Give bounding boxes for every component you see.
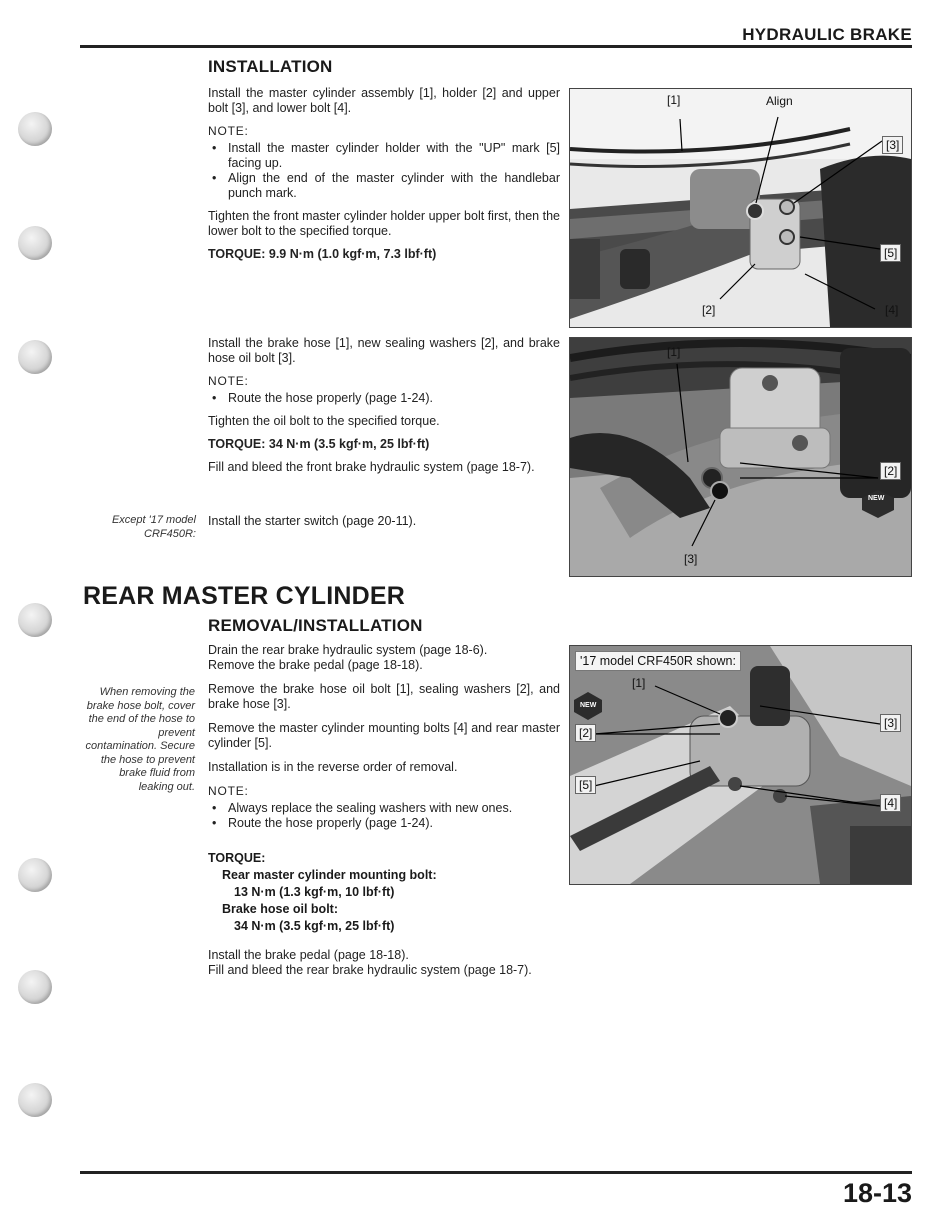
installation-intro: Install the master cylinder assembly [1], holder [2] and upper bolt [3], and lower bolt [4]. (208, 86, 560, 115)
callout-1: [1] (667, 93, 681, 107)
callout-1: [1] (632, 676, 646, 690)
note-item: • Route the hose properly (page 1-24). (208, 391, 560, 406)
callout-2: [2] (702, 303, 716, 317)
tighten-instruction: Tighten the front master cylinder holder upper bolt first, then the lower bolt to the specified torque. (208, 209, 560, 238)
remove-cylinder-instruction: Remove the master cylinder mounting bolts [4] and rear master cylinder [5]. (208, 721, 560, 750)
callout-4: [4] (885, 303, 899, 317)
master-cylinder-photo (569, 88, 912, 328)
installation-heading: INSTALLATION (208, 57, 333, 76)
reverse-order-note: Installation is in the reverse order of removal. (208, 760, 458, 774)
note-list (208, 391, 560, 406)
note-label: NOTE: (208, 124, 249, 138)
torque-spec: TORQUE: 9.9 N·m (1.0 kgf·m, 7.3 lbf·ft) (208, 247, 437, 261)
figure-caption: '17 model CRF450R shown: (575, 651, 741, 671)
note-label: NOTE: (208, 784, 249, 798)
callout-1: [1] (667, 345, 681, 359)
callout-align: Align (766, 94, 793, 108)
fill-bleed-rear-instruction: Fill and bleed the rear brake hydraulic system (page 18-7). (208, 963, 532, 977)
new-washer-badge: NEW (580, 702, 597, 709)
torque-spec: TORQUE: 34 N·m (3.5 kgf·m, 25 lbf·ft) (208, 437, 430, 451)
torque-label: TORQUE: (208, 851, 266, 865)
callout-2: [2] (880, 462, 901, 480)
callout-5: [5] (880, 244, 901, 262)
torque-item-value: 13 N·m (1.3 kgf·m, 10 lbf·ft) (234, 885, 395, 899)
side-note-hose-bolt: When removing the brake hose bolt, cover the end of the hose to prevent contamination. Secure the hose to prevent brake fluid from leaking out. (85, 686, 195, 793)
binder-hole (18, 340, 52, 374)
callout-2: [2] (575, 724, 596, 742)
rear-section-heading: REAR MASTER CYLINDER (83, 582, 406, 610)
final-steps-block (208, 948, 560, 978)
remove-pedal-instruction: Remove the brake pedal (page 18-18). (208, 658, 423, 672)
fill-bleed-instruction: Fill and bleed the front brake hydraulic system (page 18-7). (208, 460, 535, 474)
torque-item-name: Rear master cylinder mounting bolt: (222, 868, 437, 882)
note-label: NOTE: (208, 374, 249, 388)
remove-hose-instruction: Remove the brake hose oil bolt [1], sealing washers [2], and brake hose [3]. (208, 682, 560, 711)
removal-installation-heading: REMOVAL/INSTALLATION (208, 616, 423, 635)
note-item: • Align the end of the master cylinder with the handlebar punch mark. (208, 171, 560, 201)
installation-text-block (208, 86, 560, 262)
callout-3: [3] (882, 136, 903, 154)
header-rule (80, 45, 912, 48)
rear-master-cylinder-photo (569, 645, 912, 885)
brake-hose-photo (569, 337, 912, 577)
page-number: 18-13 (842, 1178, 912, 1208)
section-header-title: HYDRAULIC BRAKE (742, 25, 912, 44)
install-pedal-instruction: Install the brake pedal (page 18-18). (208, 948, 409, 962)
new-washer-badge: NEW (868, 495, 885, 502)
note-list (208, 141, 560, 201)
starter-instruction: Install the starter switch (page 20-11). (208, 514, 417, 528)
callout-4: [4] (880, 794, 901, 812)
binder-hole (18, 970, 52, 1004)
master-cylinder-illustration (570, 89, 911, 327)
callout-5: [5] (575, 776, 596, 794)
note-item: • Route the hose properly (page 1-24). (208, 816, 560, 831)
callout-3: [3] (880, 714, 901, 732)
binder-hole (18, 112, 52, 146)
rear-torque-block (208, 850, 560, 935)
binder-hole (18, 858, 52, 892)
drain-instruction: Drain the rear brake hydraulic system (page 18-6). (208, 643, 488, 657)
binder-hole (18, 226, 52, 260)
footer-rule (80, 1171, 912, 1174)
torque-item-name: Brake hose oil bolt: (222, 902, 338, 916)
binder-hole (18, 603, 52, 637)
brake-hose-illustration (570, 338, 911, 576)
note-list (208, 801, 560, 831)
binder-hole (18, 1083, 52, 1117)
hose-intro: Install the brake hose [1], new sealing washers [2], and brake hose oil bolt [3]. (208, 336, 560, 365)
hose-text-block (208, 336, 560, 475)
side-note-except: Except '17 model CRF450R: (111, 514, 196, 540)
rear-master-cylinder-illustration (570, 646, 911, 884)
callout-3: [3] (684, 552, 698, 566)
torque-item-value: 34 N·m (3.5 kgf·m, 25 lbf·ft) (234, 919, 395, 933)
note-item: • Always replace the sealing washers with new ones. (208, 801, 560, 816)
rear-text-block (208, 643, 560, 831)
note-item: • Install the master cylinder holder with the "UP" mark [5] facing up. (208, 141, 560, 171)
tighten-instruction: Tighten the oil bolt to the specified torque. (208, 414, 440, 428)
